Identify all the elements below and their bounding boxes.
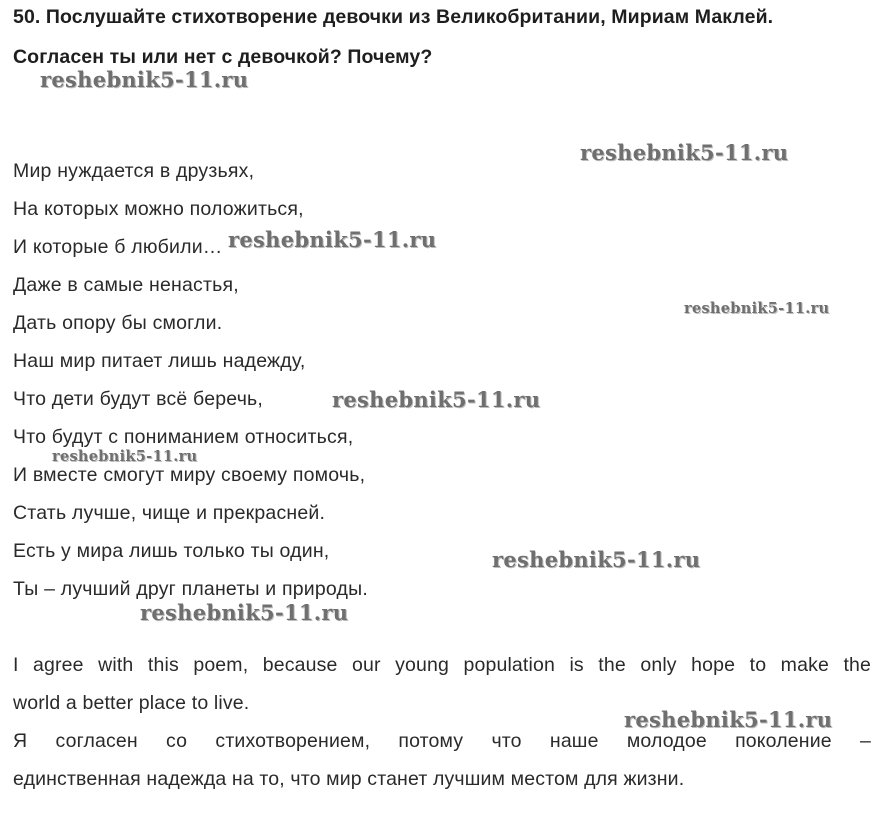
answer-russian-line-2: единственная надежда на то, что мир станет лучшим местом для жизни. — [13, 768, 685, 790]
watermark: reshebnik5-11.ru — [580, 140, 789, 165]
task-title-line-1: 50. Послушайте стихотворение девочки из Великобритании, Мириам Маклей. — [13, 6, 774, 28]
watermark: reshebnik5-11.ru — [40, 67, 249, 92]
watermark: reshebnik5-11.ru — [492, 547, 701, 572]
poem-line: Дать опору бы смогли. — [13, 312, 223, 334]
poem-line: Что дети будут всё беречь, — [13, 388, 264, 410]
watermark: reshebnik5-11.ru — [684, 300, 830, 317]
poem-line: Что будут с пониманием относиться, — [13, 426, 354, 448]
answer-english-line-2: world a better place to live. — [13, 692, 250, 714]
answer-english-line-1: I agree with this poem, because our young population is the only hope to make the — [13, 654, 871, 676]
answer-russian-line-1: Я согласен со стихотворением, потому что наше молодое поколение – — [13, 730, 871, 752]
poem-line: Наш мир питает лишь надежду, — [13, 350, 306, 372]
watermark: reshebnik5-11.ru — [624, 707, 833, 732]
watermark: reshebnik5-11.ru — [140, 600, 349, 625]
poem-line: Есть у мира лишь только ты один, — [13, 540, 330, 562]
watermark: reshebnik5-11.ru — [52, 448, 198, 465]
poem-line: Мир нуждается в друзьях, — [13, 160, 255, 182]
poem-line: На которых можно положиться, — [13, 198, 304, 220]
poem-line: Ты – лучший друг планеты и природы. — [13, 578, 368, 600]
watermark: reshebnik5-11.ru — [228, 227, 437, 252]
watermark: reshebnik5-11.ru — [332, 387, 541, 412]
poem-line: И вместе смогут миру своему помочь, — [13, 464, 366, 486]
poem-line: Даже в самые ненастья, — [13, 274, 239, 296]
poem-line: И которые б любили… — [13, 236, 223, 258]
task-title-line-2: Согласен ты или нет с девочкой? Почему? — [13, 46, 433, 68]
poem-line: Стать лучше, чище и прекрасней. — [13, 502, 326, 524]
